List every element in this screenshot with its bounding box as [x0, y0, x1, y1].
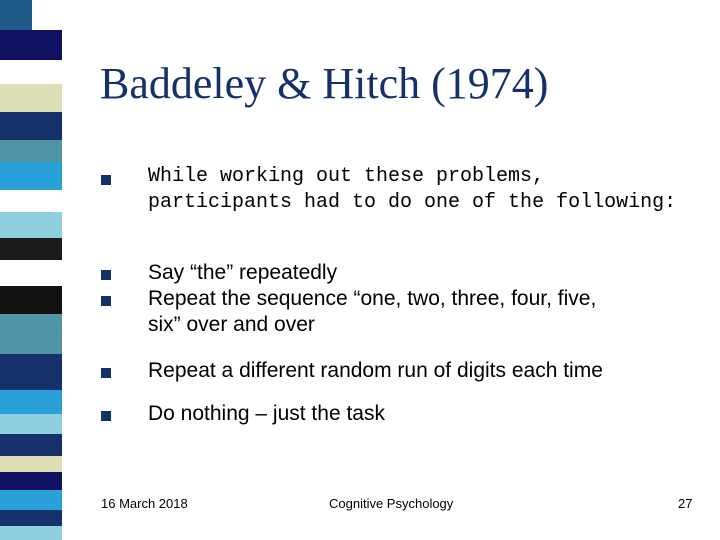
bullet-3-line-2: six” over and over — [148, 313, 315, 336]
bullet-1-line-2: participants had to do one of the following: — [148, 191, 677, 214]
page-number: 27 — [678, 496, 693, 511]
decorative-stripe — [0, 0, 62, 540]
footer-title: Cognitive Psychology — [329, 496, 454, 511]
bullet-2-text — [148, 260, 337, 286]
bullet-1-text — [148, 164, 676, 216]
bullet-3-text — [148, 286, 596, 338]
footer-date: 16 March 2018 — [101, 496, 188, 511]
slide-title: Baddeley & Hitch (1974) — [100, 59, 549, 108]
bullet-4-line-1: Repeat a different random run of digits each time — [148, 359, 603, 382]
bullet-2-line-1: Say “the” repeatedly — [148, 261, 338, 284]
bullet-4-text — [148, 358, 603, 384]
bullet-marker — [101, 270, 111, 280]
bullet-marker — [101, 296, 111, 306]
bullet-marker — [101, 411, 111, 421]
bullet-5-line-1: Do nothing – just the task — [148, 402, 385, 425]
bullet-marker — [101, 368, 111, 378]
bullet-3-line-1: Repeat the sequence “one, two, three, four, five, — [148, 287, 597, 310]
bullet-marker — [101, 175, 111, 185]
bullet-5-text — [148, 401, 385, 427]
bullet-1-line-1: While working out these problems, — [148, 165, 545, 188]
